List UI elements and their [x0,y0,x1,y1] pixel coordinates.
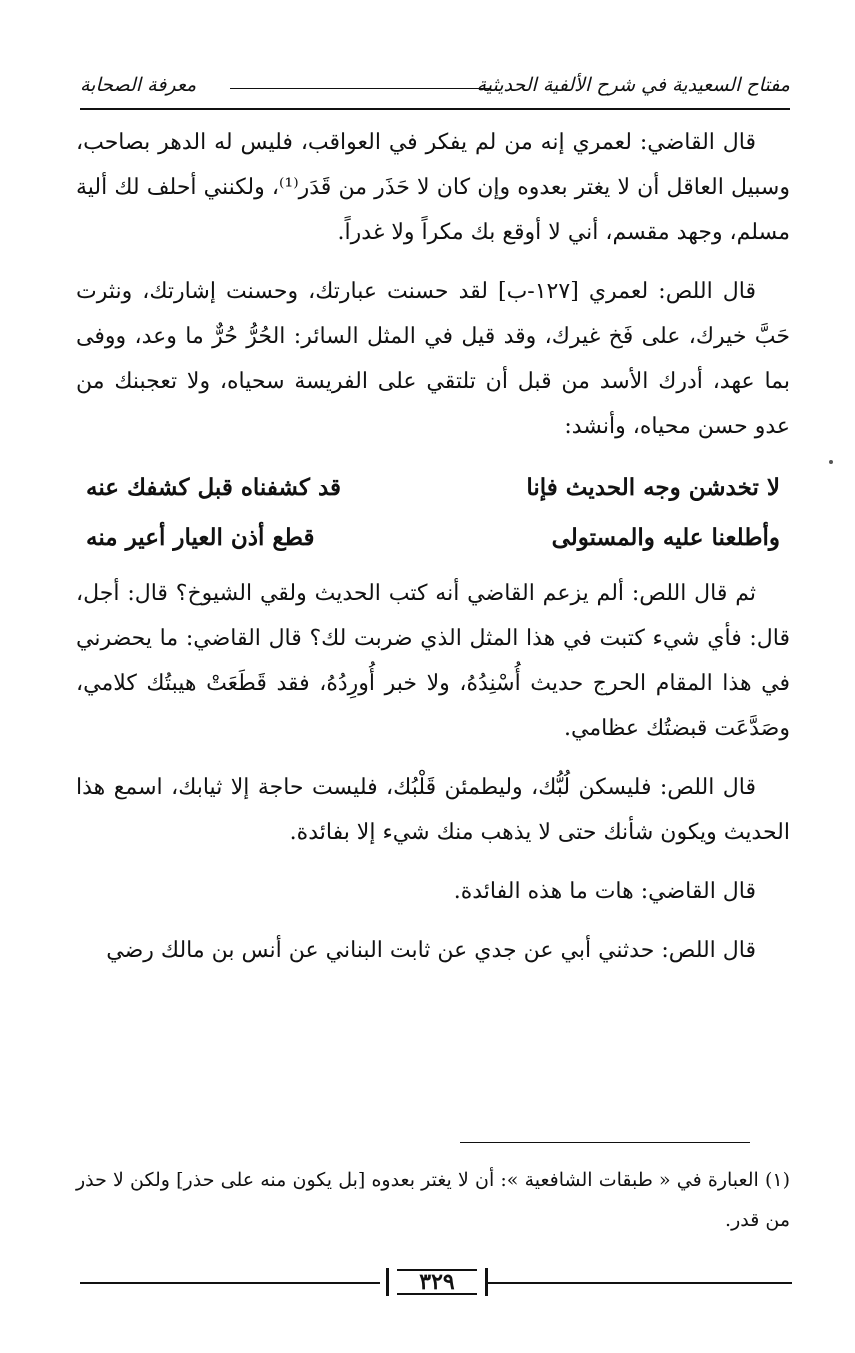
header-rule [80,108,790,110]
book-title: مفتاح السعيدية في شرح الألفية الحديثية [476,74,790,96]
footnote: (١) العبارة في « طبقات الشافعية »: أن لا يغتر بعدوه [بل يكون منه على حذر] ولكن لا حذر من قدر. [76,1169,790,1231]
verse-second-hemistich: قد كشفناه قبل كشفك عنه [86,474,342,501]
poem-verse [76,513,790,563]
paragraph: قال اللص: حدثني أبي عن جدي عن ثابت البناني عن أنس بن مالك رضي [106,938,756,963]
page-footer [80,1268,792,1298]
paragraph: قال اللص: لعمري [١٢٧-ب] لقد حسنت عبارتك، وحسنت إشارتك، ونثرت حَبَّ خيرك، على فَخ غيرك، وقد قيل في المثل السائر: الحُرُّ حُرٌّ ما وعد، ووفى بما عهد، أدرك الأسد من قبل أن تلتقي على الفريسة سحياه، ولا تعجبنك من عدو حسن محياه، وأنشد: [76,279,790,439]
margin-speck [829,460,833,464]
header-dash [230,88,490,89]
footer-rule-left [80,1282,380,1284]
page-number-frame-top [397,1269,477,1271]
main-text [76,120,790,987]
footnote-separator [460,1142,750,1143]
section-title: معرفة الصحابة [80,74,197,96]
paragraph: قال اللص: فليسكن لُبُّك، وليطمئن قَلْبُك، فليست حاجة إلا ثيابك، اسمع هذا الحديث ويكون شأنك حتى لا يذهب منك شيء إلا بفائدة. [76,775,790,845]
paragraph: قال القاضي: هات ما هذه الفائدة. [453,879,756,904]
verse-first-hemistich: لا تخدشن وجه الحديث فإنا [526,474,780,501]
running-header [80,70,790,110]
paragraph: ثم قال اللص: ألم يزعم القاضي أنه كتب الحديث ولقي الشيوخ؟ قال: أجل، قال: فأي شيء كتبت في هذا المثل الذي ضربت لك؟ قال القاضي: ما يحضرني في هذا المقام الحرج حديث أُسْنِدُهُ، ولا خبر أُورِدُهُ، فقد قَطَعَتْ هيبتُك كلامي، وصَدَّعَت قبضتُك عظامي. [76,581,791,741]
page-number-frame [386,1268,488,1296]
poem-verse [76,463,790,513]
footer-rule-right [486,1282,792,1284]
poem [76,463,790,563]
page-number-frame-bottom [397,1293,477,1295]
page-number: ٣٢٩ [419,1269,455,1295]
verse-first-hemistich: وأطلعنا عليه والمستولى [551,524,780,551]
verse-second-hemistich: قطع أذن العيار أعير منه [86,524,315,551]
paragraph: قال القاضي: لعمري إنه من لم يفكر في العواقب، فليس له الدهر بصاحب، وسبيل العاقل أن لا يغتر بعدوه وإن كان لا حَذَر من قَدَر⁽¹⁾، ولكنني أحلف لك ألية مسلم، وجهد مقسم، أني لا أوقع بك مكراً ولا غدراً. [76,130,790,245]
